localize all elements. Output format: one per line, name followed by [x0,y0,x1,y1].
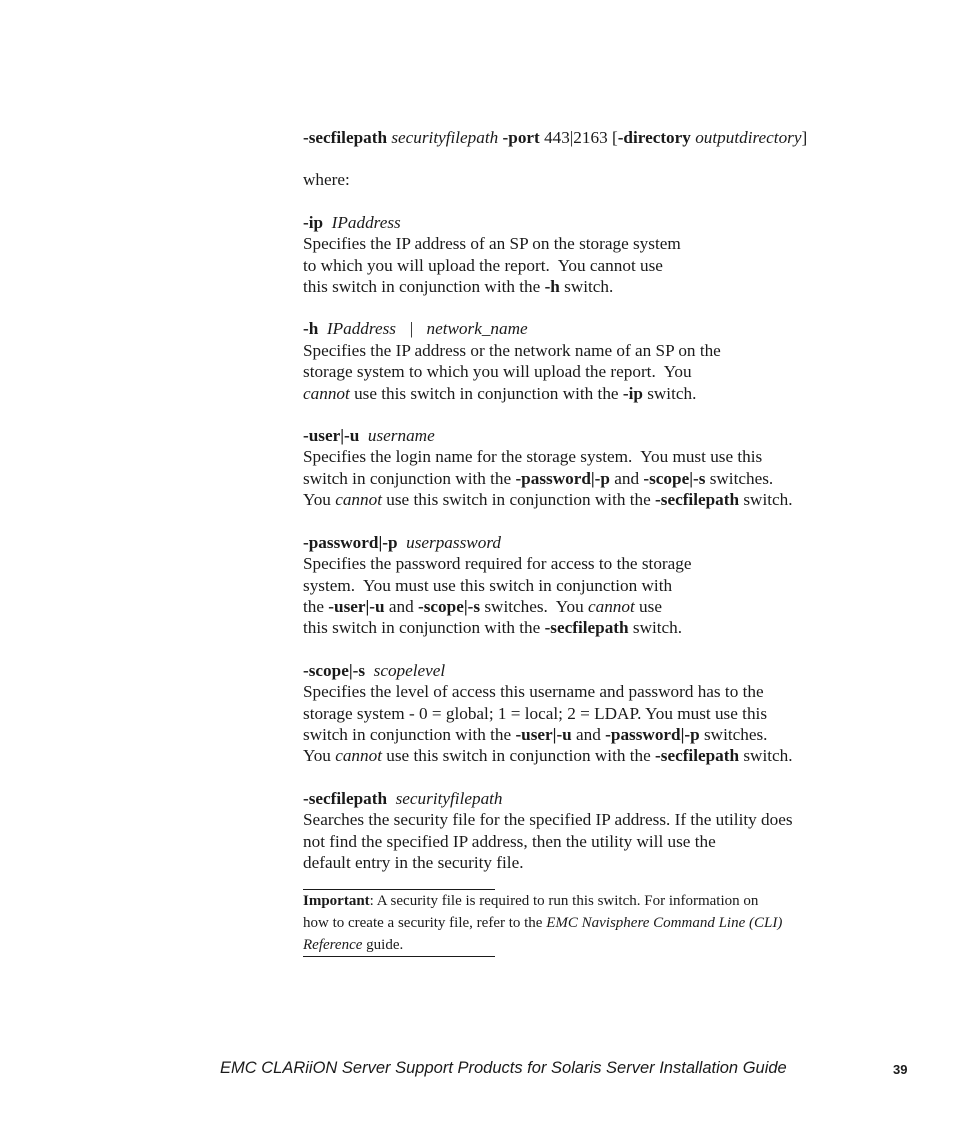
option-heading [303,788,863,809]
footer-title: EMC CLARiiON Server Support Products for Solaris Server Installation Guide [220,1059,787,1077]
emphasis-text: cannot [335,746,382,766]
option-flag: -user|-u [303,426,360,446]
emphasis-text: cannot [303,383,350,403]
syntax-bracket-close: ] [801,128,808,147]
option-heading [303,425,863,446]
text-span: use this switch in conjunction with the [354,383,619,403]
inline-flag: -ip [622,383,643,403]
option-desc-line: storage system - 0 = global; 1 = local; 2 = LDAP. You must use this [303,703,768,723]
text-span: use this switch in conjunction with the [386,746,651,766]
option-desc-line: default entry in the security file. [303,852,524,872]
text-span: switches. [709,468,774,488]
text-span: and [388,596,414,616]
syntax-arg-securityfilepath: securityfilepath [391,128,499,147]
inline-flag: -password|-p [515,468,610,488]
option-flag: -password|-p [303,532,398,552]
option-desc-line [303,724,863,745]
option-desc-line: to which you will upload the report. You cannot use [303,255,663,275]
inline-flag: -secfilepath [655,746,740,766]
inline-flag: -user|-u [328,596,385,616]
option-arg: userpassword [406,532,501,552]
option-desc-line: Searches the security file for the specified IP address. If the utility does [303,810,793,830]
option-desc-line: system. You must use this switch in conjunction with [303,575,673,595]
text-span: switch. [743,746,793,766]
option-heading [303,318,863,339]
text-span: switches. You [484,596,584,616]
syntax-option-port: -port [502,128,540,147]
option-desc-line [303,617,863,638]
option-flag: -ip [303,212,324,232]
option-flag: -scope|-s [303,660,366,680]
inline-flag: -user|-u [515,724,572,744]
text-span: switch. [743,490,793,510]
option-arg-separator: | [408,319,414,339]
note-label: Important [303,893,370,910]
inline-flag: -secfilepath [544,618,629,638]
option-arg: securityfilepath [395,788,503,808]
option-heading [303,212,863,233]
option-arg: network_name [426,319,528,339]
text-span: You [303,746,331,766]
syntax-bracket-open: [ [611,128,618,147]
option-desc-line: Specifies the password required for access to the storage [303,554,692,574]
text-span: the [303,596,324,616]
where-label: where: [303,170,350,190]
option-ip [303,212,863,298]
text-span: this switch in conjunction with the [303,618,541,638]
reference-title: Reference [303,937,363,954]
option-desc-line [303,745,863,766]
inline-flag: -scope|-s [643,468,706,488]
note-bottom-rule [303,956,495,957]
emphasis-text: cannot [587,596,635,616]
text-span: switch. [564,277,614,297]
option-arg: scopelevel [373,660,446,680]
option-desc-line: Specifies the login name for the storage system. You must use this [303,447,763,467]
text-span: how to create a security file, refer to the [303,915,543,932]
option-desc-line: Specifies the IP address of an SP on the storage system [303,234,681,254]
inline-flag: -password|-p [605,724,700,744]
option-desc-line [303,596,863,617]
option-secfilepath [303,788,863,874]
text-span: use [639,596,662,616]
syntax-arg-outputdirectory: outputdirectory [695,128,802,147]
text-span: switch. [647,383,697,403]
syntax-port-values: 443|2163 [544,128,608,147]
option-heading [303,660,863,681]
text-span: this switch in conjunction with the [303,277,541,297]
page-body [303,127,863,957]
text-span: : [369,893,374,910]
page-number: 39 [893,1062,908,1077]
option-arg: IPaddress [331,212,401,232]
option-flag: -h [303,319,319,339]
option-desc-line [303,468,863,489]
option-heading [303,532,863,553]
inline-flag: -scope|-s [418,596,481,616]
option-desc-line: Specifies the level of access this username and password has to the [303,682,764,702]
option-scope [303,660,863,767]
note-text [303,890,863,956]
emphasis-text: cannot [335,490,382,510]
syntax-option-directory: -directory [617,128,691,147]
text-span: A security file is required to run this switch. For information on [376,893,759,910]
text-span: switch in conjunction with the [303,724,512,744]
option-desc-line [303,489,863,510]
option-h [303,318,863,404]
text-span: switches. [703,724,768,744]
inline-flag: -secfilepath [655,490,740,510]
text-span: and [576,724,601,744]
text-span: You [303,490,331,510]
option-arg: IPaddress [326,319,396,339]
option-desc-line [303,383,863,404]
option-desc-line: storage system to which you will upload the report. You [303,362,692,382]
option-flag: -secfilepath [303,788,388,808]
option-desc-line [303,276,863,297]
option-arg: username [367,426,435,446]
reference-title: EMC Navisphere Command Line (CLI) [546,915,783,932]
text-span: switch. [632,618,683,638]
option-user [303,425,863,511]
option-desc-line: Specifies the IP address or the network name of an SP on the [303,340,721,360]
text-span: and [614,468,640,488]
command-syntax [303,127,863,148]
text-span: use this switch in conjunction with the [386,490,651,510]
inline-flag: -h [544,277,560,297]
important-note [303,889,863,957]
text-span: switch in conjunction with the [303,468,512,488]
option-desc-line: not find the specified IP address, then the utility will use the [303,831,716,851]
option-password [303,532,863,639]
text-span: guide. [366,937,404,954]
syntax-option-secfilepath: -secfilepath [303,128,388,147]
